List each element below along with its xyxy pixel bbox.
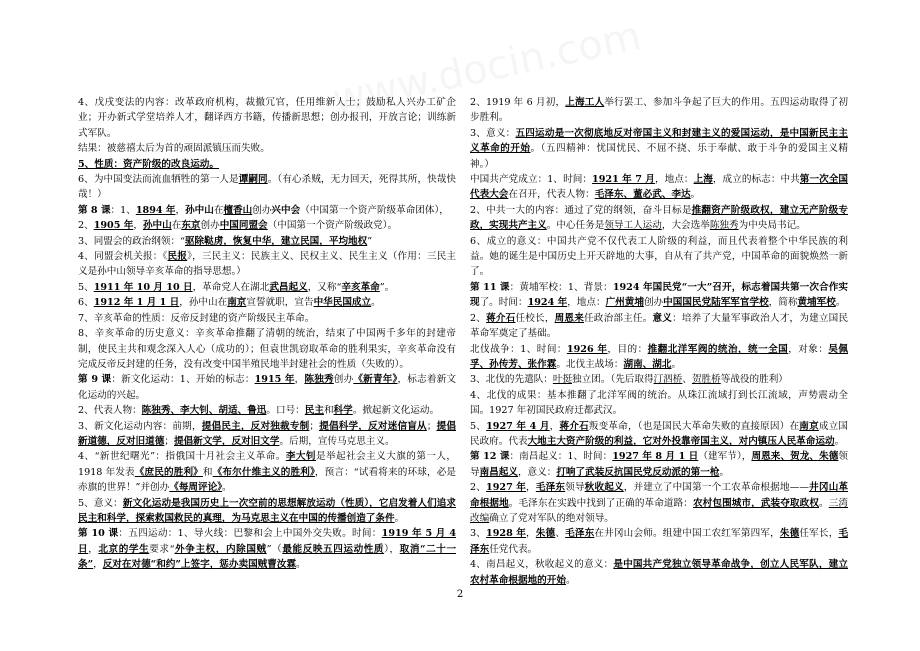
text-run: 创办 bbox=[643, 297, 664, 309]
text-run: 。 bbox=[296, 559, 306, 571]
text-run: 、 bbox=[555, 528, 566, 540]
text-run: ”。 bbox=[379, 281, 395, 293]
text-run: 贺胜桥 bbox=[691, 374, 721, 386]
text-run: 了。时间： bbox=[479, 297, 528, 309]
paragraph bbox=[78, 95, 456, 141]
text-run: 湖南、湖北 bbox=[623, 358, 672, 370]
paragraph bbox=[470, 234, 848, 280]
text-run: 第 10 课 bbox=[78, 528, 119, 540]
text-run: 。 bbox=[565, 574, 576, 586]
text-run: ，又称“ bbox=[307, 281, 342, 293]
text-run: 在 bbox=[213, 204, 224, 216]
text-run: 、 bbox=[682, 374, 692, 386]
text-run: ：新文化运动：1、开始的标志： bbox=[111, 374, 255, 386]
text-run: 农村包围城市，武装夺取政权 bbox=[692, 497, 820, 509]
text-run: 提倡民主，反对独裁专制 bbox=[201, 420, 310, 432]
text-run: 陈独秀、李大钊、胡适、鲁迅 bbox=[141, 405, 267, 417]
text-run: 朱德 bbox=[779, 528, 800, 540]
text-run: 第 8 课 bbox=[78, 204, 111, 216]
text-run: ， bbox=[175, 204, 186, 216]
paragraph bbox=[470, 95, 848, 126]
text-run: 李大钊 bbox=[285, 451, 316, 463]
text-run: 。 bbox=[834, 435, 845, 447]
paragraph bbox=[78, 372, 456, 403]
text-run: ：1、 bbox=[110, 204, 136, 216]
text-run: 等战役的胜利） bbox=[720, 374, 788, 386]
right-column bbox=[470, 95, 848, 588]
text-run: 任军长， bbox=[799, 528, 839, 540]
text-run: 中国同盟会 bbox=[219, 220, 268, 232]
text-run: 5、 bbox=[78, 281, 94, 293]
text-run: ， bbox=[526, 482, 536, 494]
text-run: ； bbox=[309, 420, 319, 432]
text-run: ，预言：“试看将来的环球，必是赤旗的世界！”并创办 bbox=[78, 466, 457, 494]
text-run: 最能反映五四运动性质 bbox=[282, 543, 385, 555]
text-run: 科学 bbox=[333, 405, 353, 417]
text-run: 。毛泽东在实践中找到了正确的革命道路： bbox=[508, 497, 693, 509]
paragraph bbox=[78, 496, 456, 527]
text-run: 3、新文化运动内容：前期， bbox=[78, 420, 202, 432]
text-run: ； bbox=[164, 435, 174, 447]
text-run: 6、成立的意义：中国共产党不仅代表工人阶级的利益，而且代表着整个中华民族的利益。她的诞生是中国历史上开天辟地的大事，自从有了共产党，中国革命的面貌焕然一新了。 bbox=[470, 235, 848, 278]
text-run: ， bbox=[133, 220, 143, 232]
text-run: 在 bbox=[171, 220, 182, 232]
text-run: 在召开，代表人物： bbox=[508, 189, 595, 201]
text-run: ：五四运动：1、导火线：巴黎和会上中国外交失败。时间： bbox=[118, 528, 382, 540]
text-run: ，地点： bbox=[567, 297, 606, 309]
text-run: 推翻北洋军阀的统治，统一全国 bbox=[647, 343, 789, 355]
text-run: 北伐战争：1、时间： bbox=[470, 343, 567, 355]
text-run: 1919 年 5 月 4 日 bbox=[78, 528, 456, 555]
text-run: 兴中会 bbox=[271, 204, 301, 216]
text-run: 宣誓就职，宣告 bbox=[246, 297, 314, 309]
paragraph bbox=[78, 172, 456, 203]
text-run: 2、 bbox=[470, 482, 487, 494]
text-run: ， bbox=[526, 528, 536, 540]
text-run: 毛泽东、董必武、李达 bbox=[594, 189, 691, 201]
text-run: ：黄埔军校：1、背景： bbox=[509, 281, 613, 293]
text-run: 上海 bbox=[693, 174, 713, 186]
text-run: 黄埔军校 bbox=[797, 297, 836, 309]
text-run: 提倡新道德，反对旧道德 bbox=[78, 420, 457, 447]
text-run: 8、辛亥革命的历史意义：辛亥革命推翻了清朝的统治，结束了中国两千多年的封建帝制，使民主共和观念深入人心（成功的）；但袁世凯窃取革命的胜利果实，辛亥革命没有完成反帝反封建的任务，没有改变中国半殖民地半封建社会的性质（失败的）。 bbox=[78, 328, 456, 370]
text-run: 毛泽东 bbox=[470, 528, 849, 555]
text-run: 任政治部主任。 bbox=[584, 312, 653, 324]
text-run: ， bbox=[93, 559, 103, 571]
text-run: 。（有心杀贼，无力回天，死得其所，快哉快哉！） bbox=[78, 174, 457, 201]
text-run: 1894 年 bbox=[135, 204, 176, 216]
text-run: 蒋介石 bbox=[486, 312, 516, 324]
paragraph bbox=[78, 280, 456, 295]
text-run: 1927 年 4 月 bbox=[486, 420, 550, 432]
text-run: 孙中山 bbox=[142, 220, 172, 232]
text-run: 中国共产党成立：1、时间： bbox=[470, 174, 593, 186]
paragraph bbox=[78, 234, 456, 249]
text-run: 三湾改编 bbox=[470, 497, 849, 524]
paragraph bbox=[78, 419, 456, 450]
text-run: 1927 年 bbox=[486, 482, 527, 494]
text-run: 1927 年 8 月 1 日 bbox=[612, 451, 699, 463]
text-run: 。 bbox=[819, 497, 829, 509]
text-run: 3、意义： bbox=[470, 127, 516, 139]
paragraph bbox=[78, 218, 456, 233]
text-run: 周恩来、贺龙、朱德 bbox=[751, 451, 839, 463]
text-run: 领导工人运动 bbox=[604, 220, 662, 232]
text-run: 上海工人 bbox=[565, 97, 605, 108]
paragraph bbox=[470, 280, 848, 311]
text-run: ， bbox=[294, 374, 305, 386]
text-run: 4、“新世纪曙光”：指俄国十月社会主义革命。 bbox=[78, 451, 286, 463]
paragraph bbox=[470, 557, 848, 588]
text-run: 。 bbox=[719, 466, 730, 478]
text-run: 《庶民的胜利》 bbox=[134, 466, 203, 478]
paragraph bbox=[470, 342, 848, 373]
text-run: 第一次全国代表大会 bbox=[470, 174, 849, 201]
paragraph bbox=[470, 203, 848, 234]
text-run: 朱德 bbox=[535, 528, 556, 540]
text-run: 是举起社会主义大旗的第一人，1918 年发表 bbox=[78, 451, 457, 478]
paragraph bbox=[470, 449, 848, 480]
text-run: 1915 年 bbox=[254, 374, 295, 386]
text-run: 汀泗桥 bbox=[653, 374, 683, 386]
text-run: 2、 bbox=[78, 220, 94, 232]
text-run: 辛亥革命 bbox=[341, 281, 380, 293]
text-run: 创办 bbox=[252, 204, 272, 216]
paragraph bbox=[470, 480, 848, 526]
text-run: 北京的学生 bbox=[98, 543, 150, 555]
text-run: ，意义： bbox=[517, 466, 557, 478]
text-run: ，地点： bbox=[654, 174, 694, 186]
text-run: 要求“ bbox=[149, 543, 175, 555]
text-run: 毛泽东 bbox=[535, 482, 566, 494]
text-run: 民报 bbox=[167, 251, 188, 263]
text-run: 。北伐主战场： bbox=[556, 358, 624, 370]
text-run: 和 bbox=[202, 466, 213, 478]
text-run: 打响了武装反抗国民党反动派的第一枪 bbox=[556, 466, 720, 478]
text-run: 6、 bbox=[78, 297, 94, 309]
text-run: 广州黄埔 bbox=[605, 297, 644, 309]
text-run: 孙中山 bbox=[185, 204, 214, 216]
text-run: 为中央局书记。 bbox=[738, 220, 806, 232]
text-run: 。（五四精神：忧国忧民、不屈不挠、乐于奉献、敢于斗争的爱国主义精神。） bbox=[470, 143, 849, 170]
text-run: 。 bbox=[690, 189, 701, 201]
text-run: 1924 年国民党“一大”召开，标志着国共第一次合作实现 bbox=[470, 281, 849, 309]
text-run: 《每周评论》 bbox=[169, 482, 223, 494]
text-run: 3、 bbox=[470, 528, 487, 540]
text-run: 。 bbox=[371, 297, 381, 309]
text-run: 提倡新文学，反对旧文学 bbox=[173, 435, 280, 447]
text-run: 叛变革命，（也是国民大革命失败的直接原因）在 bbox=[588, 420, 800, 432]
text-run: ，孙中山在 bbox=[179, 297, 228, 309]
text-run: 3、北伐的先遣队： bbox=[470, 374, 553, 386]
text-run: ； bbox=[426, 420, 437, 432]
text-run: 新文化运动是我国历史上一次空前的思想解放运动（性质），它启发着人们追求民主和科学，探索救国救民的真理，为马克思主义在中国的传播创造了条件 bbox=[78, 497, 456, 524]
text-run: 中国国民党陆军军官学校 bbox=[663, 297, 769, 309]
text-run: 2、中共一大的内容：通过了党的纲领，奋斗目标是 bbox=[470, 204, 692, 216]
text-run: ， bbox=[549, 420, 560, 432]
paragraph bbox=[470, 388, 848, 419]
page-number: 2 bbox=[456, 589, 464, 600]
text-run: ，并建立了中国第一个工农革命根据地—— bbox=[623, 482, 809, 494]
text-run: 叶挺 bbox=[552, 374, 573, 386]
text-run: 。 bbox=[222, 482, 232, 494]
text-run: 创办 bbox=[333, 374, 354, 386]
text-run: 。口号： bbox=[266, 405, 305, 417]
text-run: 确立了党对军队的绝对领导。 bbox=[489, 512, 614, 524]
paragraph bbox=[470, 526, 848, 557]
text-run: 。 bbox=[835, 297, 846, 309]
paragraph bbox=[78, 141, 456, 156]
text-run: 。中心任务是 bbox=[546, 220, 605, 232]
paragraph bbox=[78, 295, 456, 310]
text-run: 4、戊戌变法的内容：改革政府机构，裁撤冗官，任用维新人士；鼓励私人兴办工矿企业；开办新式学堂培养人才，翻译西方书籍，传播新思想；创办报刊，开放言论；训练新式军队。 bbox=[78, 97, 456, 139]
text-run: 任校长， bbox=[515, 312, 555, 324]
paragraph bbox=[470, 172, 848, 203]
text-run: 任党代表。 bbox=[489, 543, 538, 555]
text-run: 取消“二十一条” bbox=[78, 543, 457, 571]
text-run: 1926 年 bbox=[566, 343, 608, 355]
text-run: 4、北伐的成果：基本推翻了北洋军阀的统治。从珠江流域打到长江流域，声势震动全国。1927 年初国民政府迁都武汉。 bbox=[470, 389, 848, 417]
text-run: ” bbox=[367, 235, 373, 247]
text-run: 东京 bbox=[181, 220, 201, 232]
text-run: 南京 bbox=[799, 420, 819, 432]
text-run: 在井冈山会师。组建中国工农红军第四军， bbox=[594, 528, 780, 540]
text-run: 。后期，宣传马克思主义。 bbox=[279, 435, 395, 447]
text-run: 周恩来 bbox=[554, 312, 584, 324]
text-run: 陈独秀 bbox=[304, 374, 334, 386]
text-run: 7、辛亥革命的性质：反帝反封建的资产阶级民主革命。 bbox=[78, 312, 315, 324]
text-run: ，简称 bbox=[768, 297, 798, 309]
text-run: 2、 bbox=[470, 312, 487, 324]
text-run: ，大会选举 bbox=[661, 220, 710, 232]
text-run: ：南昌起义：1、时间： bbox=[509, 451, 613, 463]
text-run: 意义 bbox=[652, 312, 673, 324]
text-run: 2、1919 年 6 月初， bbox=[470, 97, 566, 108]
text-run: 5、性质：资产阶级的改良运动。 bbox=[78, 158, 219, 170]
text-run: 领导 bbox=[470, 451, 848, 478]
text-run: 》，三民主义：民族主义、民权主义、民生主义（作用：三民主义是孙中山领导辛亥革命的指导思想。） bbox=[78, 251, 457, 278]
text-run: 反对在对德“和约”上签字，惩办卖国贼曹汝霖 bbox=[102, 559, 297, 571]
paragraph bbox=[78, 311, 456, 326]
text-run: 举行罢工、参加斗争起了巨大的作用。五四运动取得了初步胜利。 bbox=[470, 97, 849, 124]
text-run: 。掀起新文化运动。 bbox=[352, 405, 440, 417]
paragraph bbox=[470, 372, 848, 387]
text-run: 武昌起义 bbox=[269, 281, 308, 293]
text-run: 1911 年 10 月 10 日 bbox=[93, 281, 193, 293]
text-run: 陈独秀 bbox=[709, 220, 739, 232]
text-run: ，成立的标志：中共 bbox=[712, 174, 800, 186]
text-run: 毛泽东 bbox=[565, 528, 595, 540]
text-run: ）， bbox=[384, 543, 400, 555]
text-run: 和 bbox=[323, 405, 334, 417]
left-column bbox=[78, 95, 456, 573]
text-run: ，革命党人在湖北 bbox=[192, 281, 270, 293]
text-run: 成立国民政府。代表 bbox=[470, 420, 849, 447]
text-run: 秋收起义 bbox=[584, 482, 624, 494]
paragraph bbox=[78, 157, 456, 172]
text-run: 驱除鞑虏，恢复中华，建立民国，平均地权 bbox=[184, 235, 368, 247]
paragraph bbox=[78, 326, 456, 372]
text-run: 大地主大资产阶级的利益，它对外投靠帝国主义，对内镇压人民革命运动 bbox=[527, 435, 835, 447]
text-run: 《新青年》 bbox=[353, 374, 398, 386]
text-run: 南京 bbox=[227, 297, 247, 309]
text-run: 结果：被慈禧太后为首的顽固派镇压而失败。 bbox=[78, 143, 270, 155]
text-run: ：培养了大量军事政治人才，为建立国民革命军奠定了基础。 bbox=[470, 312, 849, 340]
text-run: （中国第一个资产阶级革命团体）， bbox=[300, 204, 449, 216]
paragraph bbox=[78, 249, 456, 280]
text-run: 4、南昌起义，秋收起义的意义： bbox=[470, 559, 614, 571]
text-run: 第 12 课 bbox=[470, 451, 510, 463]
text-run: 提倡科学，反对迷信盲从 bbox=[319, 420, 427, 432]
paragraph bbox=[78, 449, 456, 495]
paragraph bbox=[78, 526, 456, 572]
text-run: ，对象： bbox=[788, 343, 829, 355]
text-run: 5、 bbox=[470, 420, 487, 432]
text-run: 5、意义： bbox=[78, 497, 123, 509]
text-run: 。 bbox=[394, 512, 405, 524]
text-run: 6、为中国变法而流血牺牲的第一人是 bbox=[78, 174, 239, 186]
paragraph bbox=[78, 403, 456, 418]
text-run: ，标志着新文化运动的兴起。 bbox=[78, 374, 457, 401]
text-run: 檀香山 bbox=[223, 204, 253, 216]
paragraph bbox=[470, 311, 848, 342]
text-run: 独立团。（先后取得 bbox=[572, 374, 654, 386]
paragraph bbox=[470, 419, 848, 450]
text-run: 2、代表人物： bbox=[78, 405, 142, 417]
text-run: （中国第一个资产阶级政党）。 bbox=[267, 220, 398, 232]
text-run: 外争主权，内除国贼 bbox=[174, 543, 267, 555]
text-run: 1905 年 bbox=[93, 220, 134, 232]
paragraph bbox=[470, 126, 848, 172]
text-run: 1921 年 7 月 bbox=[592, 174, 655, 186]
text-run: 推翻资产阶级政权，建立无产阶级专政，实现共产主义 bbox=[470, 204, 849, 232]
text-run: 是中国共产党独立领导革命战争，创立人民军队，建立农村革命根据地的开始 bbox=[470, 559, 848, 586]
text-run: （建军节）， bbox=[698, 451, 752, 463]
text-run: 南昌起义 bbox=[479, 466, 518, 478]
text-run: 《布尔什维主义的胜利》 bbox=[212, 466, 315, 478]
text-run: 第 11 课 bbox=[470, 281, 510, 293]
text-run: ”（ bbox=[266, 543, 283, 555]
text-run: ， bbox=[88, 543, 99, 555]
text-run: 1912 年 1 月 1 日 bbox=[93, 297, 180, 309]
text-run: 蒋介石 bbox=[559, 420, 589, 432]
text-run: 1924 年 bbox=[527, 297, 568, 309]
text-run: 吴佩孚、孙传芳、张作霖 bbox=[470, 343, 849, 370]
text-run: 1928 年 bbox=[486, 528, 527, 540]
text-run: 民主 bbox=[304, 405, 324, 417]
text-run: 井冈山革命根据地 bbox=[470, 482, 849, 509]
text-run: 4、同盟会机关报：《 bbox=[78, 251, 168, 263]
text-run: 3、同盟会的政治纲领：“ bbox=[78, 235, 185, 247]
text-run: 中华民国成立 bbox=[313, 297, 372, 309]
text-run: 领导 bbox=[565, 482, 585, 494]
text-run: 第 9 课 bbox=[78, 374, 112, 386]
text-run: 谭嗣同 bbox=[238, 174, 268, 186]
text-run: 创办 bbox=[200, 220, 220, 232]
text-run: 。 bbox=[671, 358, 682, 370]
paragraph bbox=[78, 203, 456, 218]
text-run: 五四运动是一次彻底地反对帝国主义和封建主义的爱国运动，是中国新民主主义革命的开始 bbox=[470, 127, 849, 155]
text-run: ，目的： bbox=[607, 343, 648, 355]
